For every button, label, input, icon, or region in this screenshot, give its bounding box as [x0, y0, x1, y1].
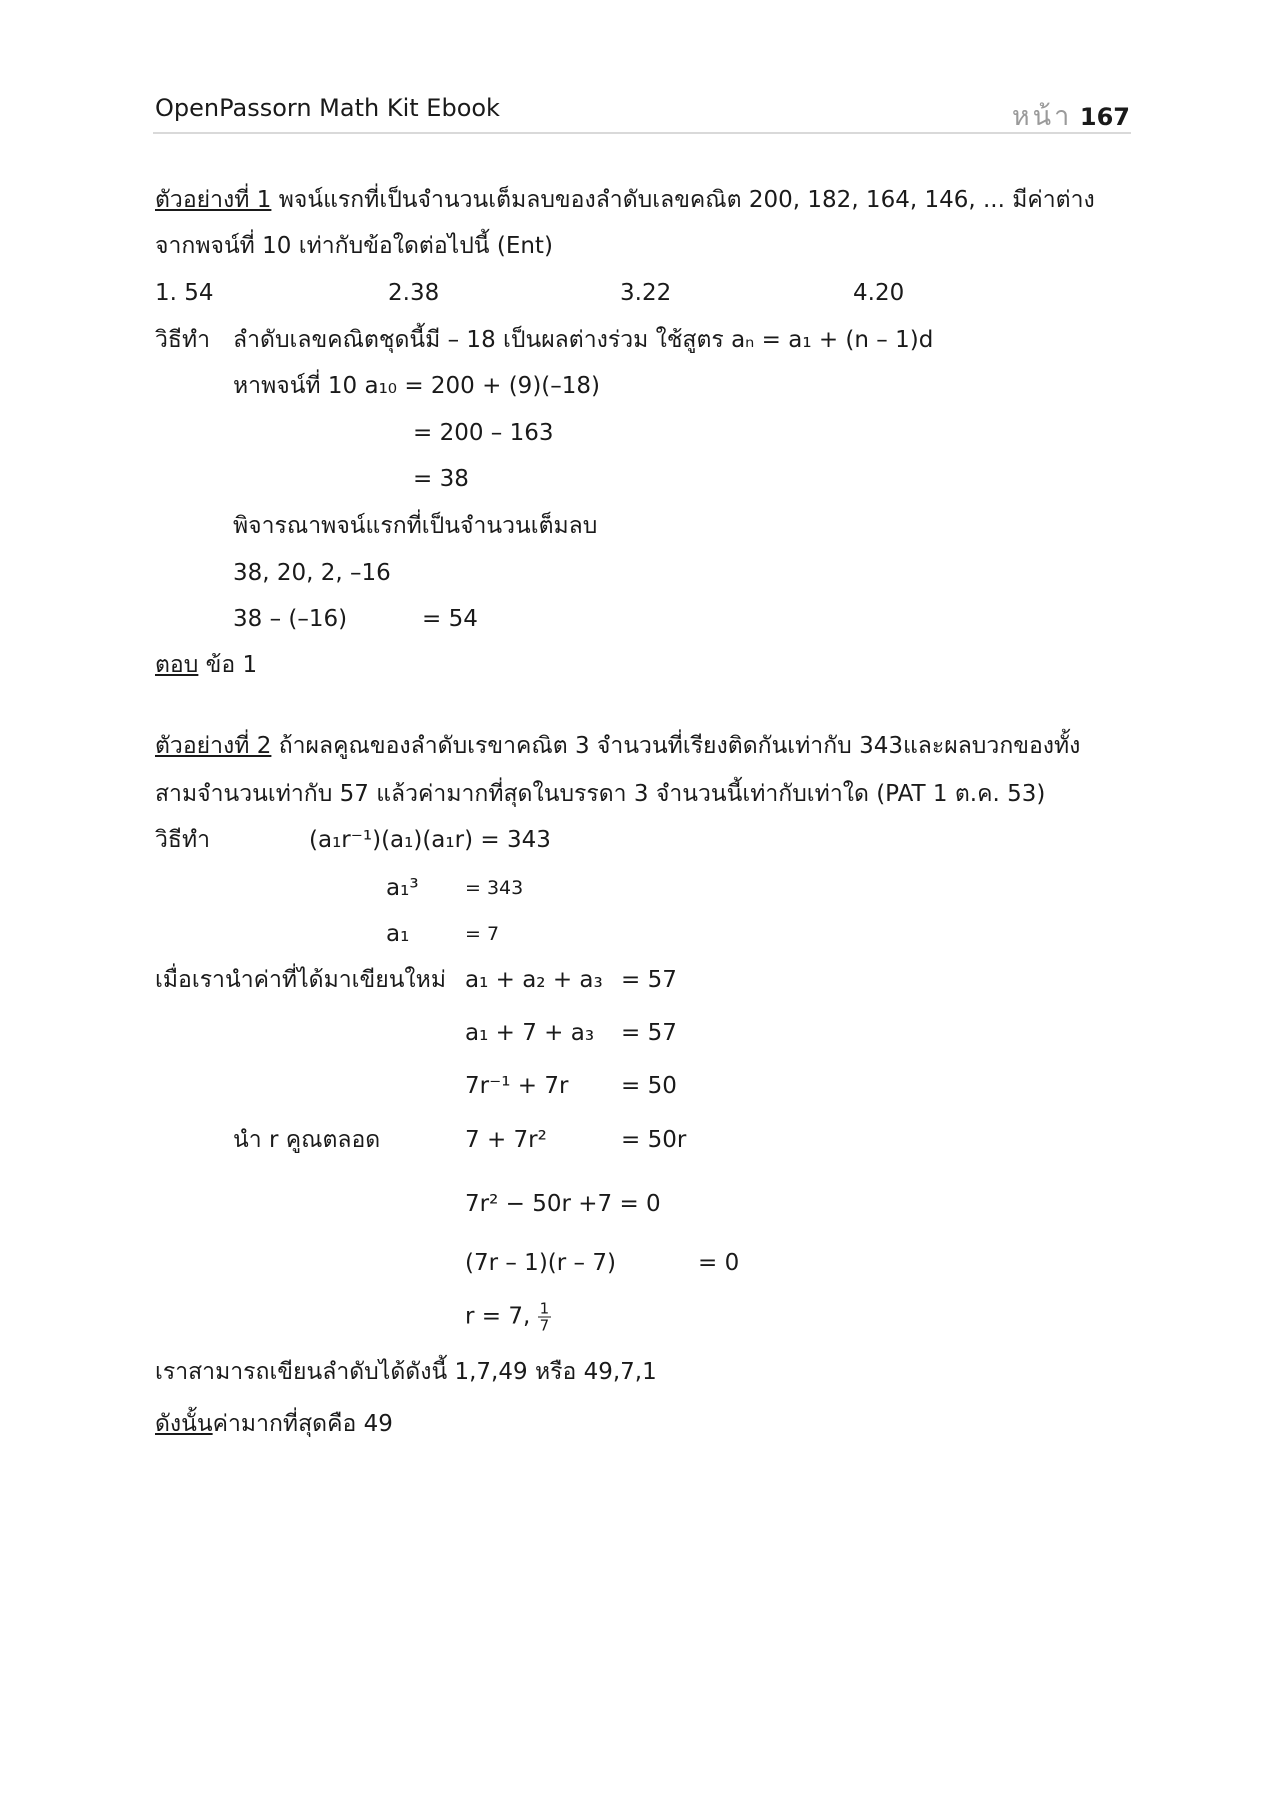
- book-title: OpenPassorn Math Kit Ebook: [155, 94, 500, 122]
- example2-eq4-left: a₁ + a₂ + a₃: [465, 967, 603, 993]
- example1-question-text: พจน์แรกที่เป็นจำนวนเต็มลบของลำดับเลขคณิต 200, 182, 164, 146, ... มีค่าต่าง: [271, 187, 1095, 213]
- example2-eq6-left: 7r⁻¹ + 7r: [465, 1073, 569, 1099]
- example2-rewrite-label: เมื่อเรานำค่าที่ได้มาเขียนใหม่: [155, 967, 446, 993]
- fraction-one-seventh: [538, 1301, 552, 1334]
- answer-text: ข้อ 1: [198, 652, 258, 678]
- example2-eq9-right: = 0: [698, 1250, 740, 1276]
- example2-eq6-right: = 50: [621, 1073, 677, 1099]
- example1-step1: หาพจน์ที่ 10 a₁₀ = 200 + (9)(–18): [233, 373, 601, 399]
- example2-eq9-left: (7r – 1)(r – 7): [465, 1250, 616, 1276]
- example1-step5: 38, 20, 2, –16: [233, 560, 391, 586]
- example2-question-text: ถ้าผลคูณของลำดับเรขาคณิต 3 จำนวนที่เรียงติดกันเท่ากับ 343และผลบวกของทั้ง: [271, 733, 1081, 759]
- example1-label: ตัวอย่างที่ 1: [155, 187, 272, 213]
- example2-eq2-left: a₁³: [386, 875, 419, 901]
- choice-2: 2.38: [388, 280, 440, 306]
- conclusion-label: ดังนั้น: [155, 1411, 213, 1437]
- page-indicator: [1012, 94, 1130, 137]
- answer-label: ตอบ: [155, 652, 199, 678]
- page-label: หน้า: [1011, 101, 1073, 132]
- example2-label: ตัวอย่างที่ 2: [155, 733, 272, 759]
- example1-step2: = 200 – 163: [413, 420, 554, 446]
- example1-answer: [155, 650, 257, 680]
- example2-method-label: วิธีทำ: [155, 827, 211, 853]
- example2-eq5-left: a₁ + 7 + a₃: [465, 1020, 595, 1046]
- example2-eq2-right: = 343: [465, 877, 524, 899]
- example1-question-line2: จากพจน์ที่ 10 เท่ากับข้อใดต่อไปนี้ (Ent): [155, 233, 553, 259]
- example1-step6-right: = 54: [422, 606, 478, 632]
- example1-step3: = 38: [413, 466, 469, 492]
- choice-1: 1. 54: [155, 280, 214, 306]
- example2-multiply-label: นำ r คูณตลอด: [233, 1127, 381, 1153]
- example2-sequence-line: เราสามารถเขียนลำดับได้ดังนี้ 1,7,49 หรือ 49,7,1: [155, 1359, 657, 1385]
- fraction-denominator: 7: [539, 1316, 550, 1335]
- page-number: 167: [1079, 103, 1130, 131]
- example2-question-line2: สามจำนวนเท่ากับ 57 แล้วค่ามากที่สุดในบรรดา 3 จำนวนนี้เท่ากับเท่าใด (PAT 1 ต.ค. 53): [155, 781, 1046, 807]
- choice-3: 3.22: [620, 280, 672, 306]
- example2-eq10: [465, 1301, 551, 1334]
- example1-method-line: ลำดับเลขคณิตชุดนี้มี – 18 เป็นผลต่างร่วม ใช้สูตร aₙ = a₁ + (n – 1)d: [233, 327, 934, 353]
- example1-step6-left: 38 – (–16): [233, 606, 348, 632]
- example2-eq7-right: = 50r: [621, 1127, 687, 1153]
- eq10-text: r = 7,: [465, 1303, 538, 1330]
- example2-question-line1: [155, 731, 1080, 761]
- conclusion-text: ค่ามากที่สุดคือ 49: [212, 1411, 393, 1437]
- header-divider: [153, 132, 1131, 134]
- example2-eq3-left: a₁: [386, 921, 410, 947]
- example2-eq3-right: = 7: [465, 923, 500, 945]
- fraction-numerator: 1: [539, 1299, 550, 1318]
- example2-conclusion: [155, 1409, 393, 1439]
- example2-eq8: 7r² − 50r +7 = 0: [465, 1191, 661, 1217]
- example1-question-line1: [155, 185, 1095, 215]
- example1-step4: พิจารณาพจน์แรกที่เป็นจำนวนเต็มลบ: [233, 513, 598, 539]
- example2-eq4-right: = 57: [621, 967, 677, 993]
- example2-eq5-right: = 57: [621, 1020, 677, 1046]
- example2-eq7-left: 7 + 7r²: [465, 1127, 547, 1153]
- example1-method-label: วิธีทำ: [155, 327, 211, 353]
- choice-4: 4.20: [853, 280, 905, 306]
- example2-eq1: (a₁r⁻¹)(a₁)(a₁r) = 343: [309, 827, 551, 853]
